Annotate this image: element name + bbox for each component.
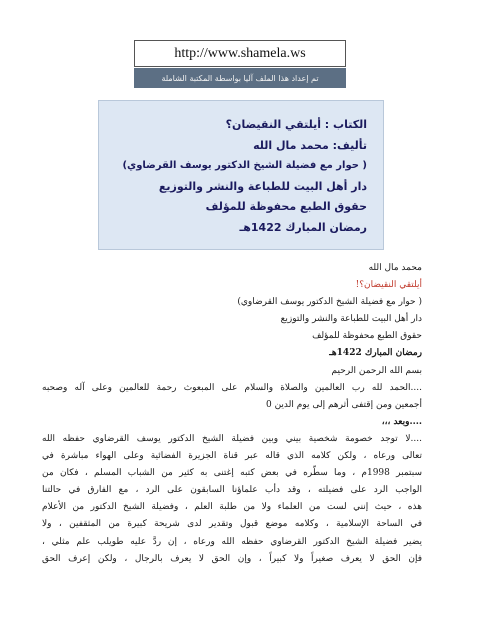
paragraph-line: في الساحة الإسلامية ، وكلامه موضع قبول وتقدير لدى شريحة كبيرة من المثقفين ، ولا xyxy=(42,519,422,530)
paragraph-line: هذه ، حيث إنني لست من العلماء ولا من طلبة العلم ، وفضيلة الشيخ الدكتور من الأعلام xyxy=(42,502,422,513)
author-line: محمد مال الله xyxy=(368,263,422,273)
basmala-line: بسم الله الرحمن الرحيم xyxy=(331,365,422,376)
source-url-box[interactable] xyxy=(134,40,346,67)
copyright-line: حقوق الطبع محفوظة للمؤلف xyxy=(312,331,422,342)
book-date: رمضان المبارك 1422هـ xyxy=(239,220,367,234)
title-line: أيلتقي النقيضان؟! xyxy=(355,280,422,291)
banner-text: تم إعداد هذا الملف آليا بواسطة المكتبة الشاملة xyxy=(161,73,319,83)
paragraph-line: تعالى ورعاه ، ولكن كلامه الذي قاله عبر قناة الجزيرة الفضائية وعلى الهواء مباشرة في xyxy=(42,451,422,462)
paragraph-line: أجمعين ومن إقتفى أثرهم إلى يوم الدين 0 xyxy=(265,399,422,410)
paragraph-line: ....وبعد ،،، xyxy=(381,416,422,427)
publisher-line: دار أهل البيت للطباعة والنشر والتوزيع xyxy=(280,314,422,325)
book-publisher: دار أهل البيت للطباعة والنشر والتوزيع xyxy=(158,179,367,193)
paragraph-line: فإن الحق لا يعرف صغيراً ولا كبيراً ، وإن الحق لا يعرف بالرجال ، ولكن إعرف الحق xyxy=(42,553,422,564)
paragraph-line: ....لا توجد خصومة شخصية بيني وبين فضيلة الشيخ الدكتور يوسف القرضاوي حفظه الله xyxy=(42,433,422,444)
paragraph-line: الواجب الرد على فضيلته ، وقد دأب علماؤنا السابقون على الرد ، مع الفارق في حالتنا xyxy=(42,485,422,496)
date-line: رمضان المبارك 1422هـ xyxy=(329,348,422,359)
book-author: تأليف: محمد مال الله xyxy=(253,138,367,152)
subtitle-line: ( حوار مع فضيلة الشيخ الدكتور يوسف القرضاوي) xyxy=(237,297,422,308)
generated-banner xyxy=(134,68,346,88)
paragraph-line: ....الحمد لله رب العالمين والصلاة والسلام على المبعوث رحمة للعالمين وعلى آله وصحبه xyxy=(42,382,422,393)
book-info-card xyxy=(98,100,384,250)
book-copyright: حقوق الطبع محفوظة للمؤلف xyxy=(205,200,367,213)
paragraph-line: سبتمبر 1998م ، وما سطَّره في بعض كتبه إغتنى به كثير من الشباب المسلم ، فكان من xyxy=(42,468,422,479)
source-url[interactable]: http://www.shamela.ws xyxy=(174,45,306,61)
book-title: الكتاب : أيلتقي النقيضان؟ xyxy=(225,118,367,131)
document-body xyxy=(42,260,422,568)
paragraph-line: يضير فضيلة الشيخ الدكتور القرضاوي حفظه الله ورعاه ، إن ردَّ عليه طويلب علم مثلي ، xyxy=(42,536,422,547)
book-subtitle: ( حوار مع فضيلة الشيخ الدكتور يوسف القرضاوي) xyxy=(122,160,367,171)
